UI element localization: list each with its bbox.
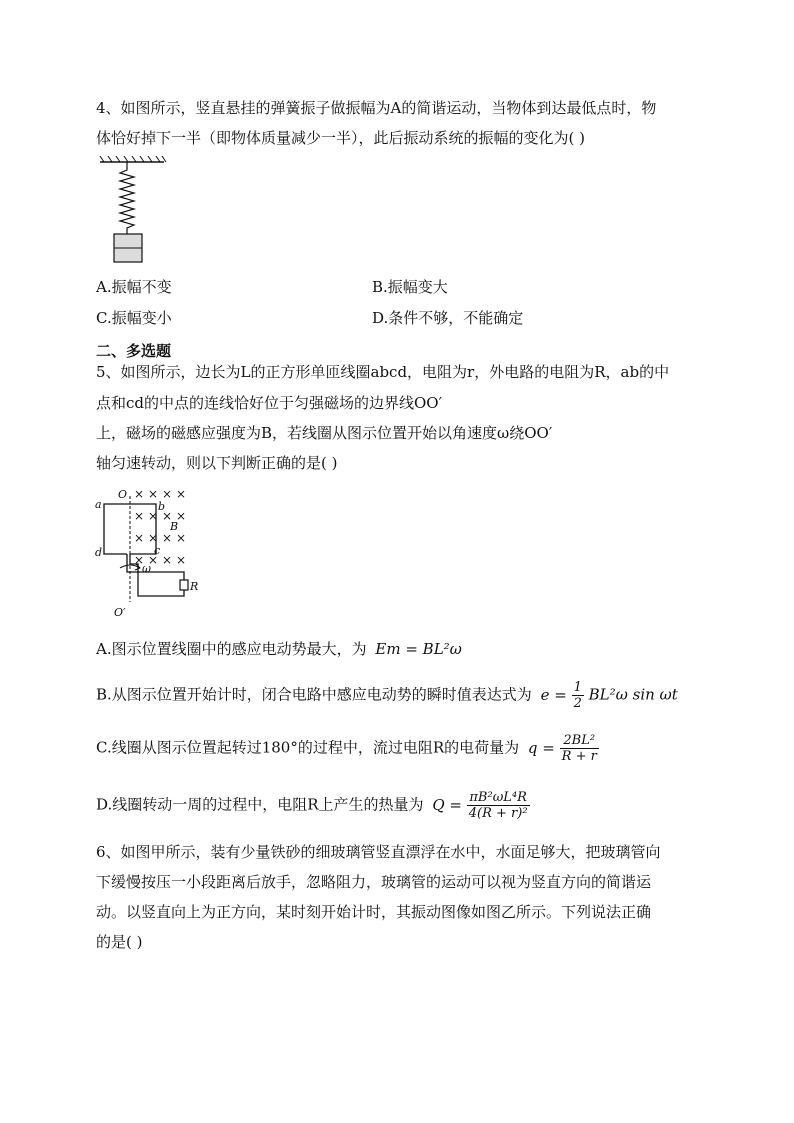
svg-text:×: ×	[176, 487, 187, 501]
svg-text:×: ×	[162, 487, 173, 501]
q4-option-b[interactable]: B.振幅变大	[372, 278, 448, 296]
q5-option-d-text: D.线圈转动一周的过程中，电阻R上产生的热量为	[96, 795, 424, 814]
label-omega: ω	[142, 562, 151, 575]
svg-text:×: ×	[148, 553, 159, 567]
q6-text-line1: 6、如图甲所示，装有少量铁砂的细玻璃管竖直漂浮在水中，水面足够大，把玻璃管向	[96, 843, 661, 861]
section-title-multiple-choice: 二、多选题	[96, 342, 172, 360]
label-a: a	[95, 498, 102, 511]
q5-text-line1: 5、如图所示，边长为L的正方形单匝线圈abcd，电阻为r，外电路的电阻为R，ab的中	[96, 363, 670, 381]
q5-option-d-fraction: $\frac{\text{πB²ωL⁴R}}{\text{4(R + r)²}}$	[468, 790, 528, 821]
spring-oscillator-figure	[96, 156, 168, 268]
svg-text:×: ×	[148, 509, 159, 523]
q5-option-b-rest: BL²ω sin ωt	[588, 685, 678, 704]
label-R: R	[190, 580, 199, 593]
q4-option-a[interactable]: A.振幅不变	[96, 278, 172, 296]
q4-text-line1: 4、如图所示，竖直悬挂的弹簧振子做振幅为A的简谐运动，当物体到达最低点时，物	[96, 99, 657, 117]
svg-text:×: ×	[162, 509, 173, 523]
q5-option-a-formula: Em = BL²ω	[375, 640, 462, 658]
q4-option-d[interactable]: D.条件不够，不能确定	[372, 309, 524, 327]
label-c: c	[154, 544, 161, 557]
q5-option-d-lhs: Q =	[432, 795, 462, 814]
q5-option-b[interactable]	[96, 680, 678, 711]
q5-text-line4: 轴匀速转动，则以下判断正确的是( )	[96, 454, 338, 472]
svg-text:×: ×	[176, 553, 187, 567]
q6-text-line2: 下缓慢按压一小段距离后放手，忽略阻力，玻璃管的运动可以视为竖直方向的简谐运	[96, 873, 652, 891]
svg-text:×: ×	[162, 531, 173, 545]
q5-option-d[interactable]	[96, 790, 530, 821]
q5-option-c-lhs: q =	[527, 738, 555, 757]
label-d: d	[95, 546, 103, 559]
q4-text-line2: 体恰好掉下一半（即物体质量减少一半），此后振动系统的振幅的变化为( )	[96, 129, 585, 147]
q5-option-b-text: B.从图示位置开始计时，闭合电路中感应电动势的瞬时值表达式为	[96, 685, 532, 704]
svg-text:×: ×	[148, 531, 159, 545]
q5-option-b-lhs: e =	[540, 685, 567, 704]
q6-text-line3: 动。以竖直向上为正方向，某时刻开始计时，其振动图像如图乙所示。下列说法正确	[96, 903, 652, 921]
q5-option-c-fraction: $\frac{\text{2BL²}}{R + r}$	[561, 733, 597, 764]
svg-text:×: ×	[162, 553, 173, 567]
q5-text-line2: 点和cd的中点的连线恰好位于匀强磁场的边界线OO′	[96, 394, 443, 412]
svg-text:×: ×	[134, 487, 145, 501]
svg-text:×: ×	[176, 509, 187, 523]
svg-text:×: ×	[148, 487, 159, 501]
label-O-prime: O′	[114, 606, 126, 619]
q6-text-line4: 的是( )	[96, 933, 143, 951]
q4-option-c[interactable]: C.振幅变小	[96, 309, 172, 327]
svg-text:×: ×	[134, 553, 145, 567]
svg-text:×: ×	[134, 531, 145, 545]
label-O: O	[118, 488, 128, 501]
q5-option-b-fraction: $\frac{1}{2}$	[573, 680, 582, 711]
q5-option-c-text: C.线圈从图示位置起转过180°的过程中，流过电阻R的电荷量为	[96, 738, 520, 757]
svg-text:×: ×	[134, 509, 145, 523]
q5-text-line3: 上，磁场的磁感应强度为B，若线圈从图示位置开始以角速度ω绕OO′	[96, 424, 553, 442]
label-B: B	[170, 520, 179, 533]
svg-text:×: ×	[176, 531, 187, 545]
q5-option-a[interactable]	[96, 639, 462, 659]
coil-magnetic-field-figure	[92, 484, 202, 620]
q5-option-c[interactable]	[96, 733, 599, 764]
label-b: b	[158, 500, 166, 513]
q5-option-a-text: A.图示位置线圈中的感应电动势最大，为	[96, 640, 367, 658]
